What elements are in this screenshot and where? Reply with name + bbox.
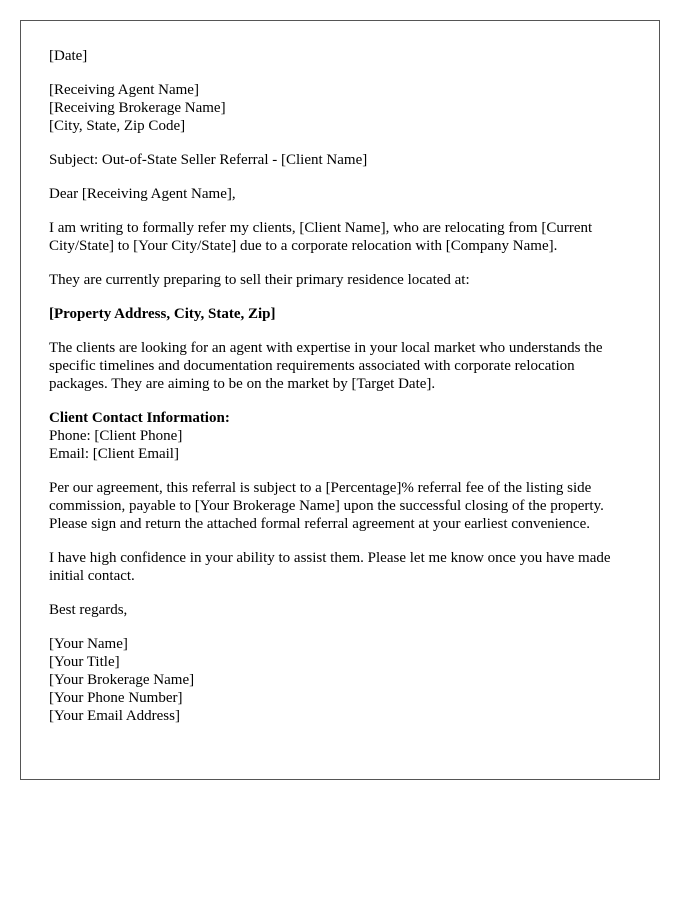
- fee-block: [49, 479, 631, 533]
- date-block: [49, 47, 631, 65]
- letter-page: [20, 20, 660, 780]
- recipient-brokerage-name: [Receiving Brokerage Name]: [49, 100, 226, 116]
- paragraph-confidence: I have high confidence in your ability to assist them. Please let me know once you have made initial contact.: [49, 550, 611, 584]
- property-address: [Property Address, City, State, Zip]: [49, 306, 276, 322]
- signature-name: [Your Name]: [49, 636, 128, 652]
- signature-phone: [Your Phone Number]: [49, 690, 183, 706]
- subject-line: Subject: Out-of-State Seller Referral - [Client Name]: [49, 152, 368, 168]
- recipient-city-state-zip: [City, State, Zip Code]: [49, 118, 186, 134]
- paragraph-needs: The clients are looking for an agent with expertise in your local market who understands the specific timelines and documentation requirements associated with corporate relocation packages. They are aiming to be on the market by [Target Date].: [49, 340, 603, 392]
- subject-block: [49, 151, 631, 169]
- signature-brokerage: [Your Brokerage Name]: [49, 672, 195, 688]
- signature-block: [49, 635, 631, 725]
- client-contact-heading: Client Contact Information:: [49, 410, 230, 426]
- greeting: Dear [Receiving Agent Name],: [49, 186, 236, 202]
- recipient-address: [49, 81, 631, 135]
- recipient-agent-name: [Receiving Agent Name]: [49, 82, 199, 98]
- paragraph-fee: Per our agreement, this referral is subject to a [Percentage]% referral fee of the listing side commission, payable to [Your Brokerage Name] upon the successful closing of the property. Please sign and return the attached formal referral agreement at your earliest convenience.: [49, 480, 604, 532]
- signature-email: [Your Email Address]: [49, 708, 180, 724]
- client-contact-block: [49, 409, 631, 463]
- closing-block: [49, 601, 631, 619]
- confidence-block: [49, 549, 631, 585]
- letter-date: [Date]: [49, 48, 88, 64]
- paragraph-intro: I am writing to formally refer my clients, [Client Name], who are relocating from [Current City/State] to [Your City/State] due to a corporate relocation with [Company Name].: [49, 220, 593, 254]
- closing: Best regards,: [49, 602, 128, 618]
- property-lead-block: [49, 271, 631, 289]
- property-address-block: [49, 305, 631, 323]
- client-phone: Phone: [Client Phone]: [49, 428, 183, 444]
- paragraph-property-lead: They are currently preparing to sell their primary residence located at:: [49, 272, 470, 288]
- signature-title: [Your Title]: [49, 654, 120, 670]
- intro-block: [49, 219, 631, 255]
- client-email: Email: [Client Email]: [49, 446, 179, 462]
- greeting-block: [49, 185, 631, 203]
- needs-block: [49, 339, 631, 393]
